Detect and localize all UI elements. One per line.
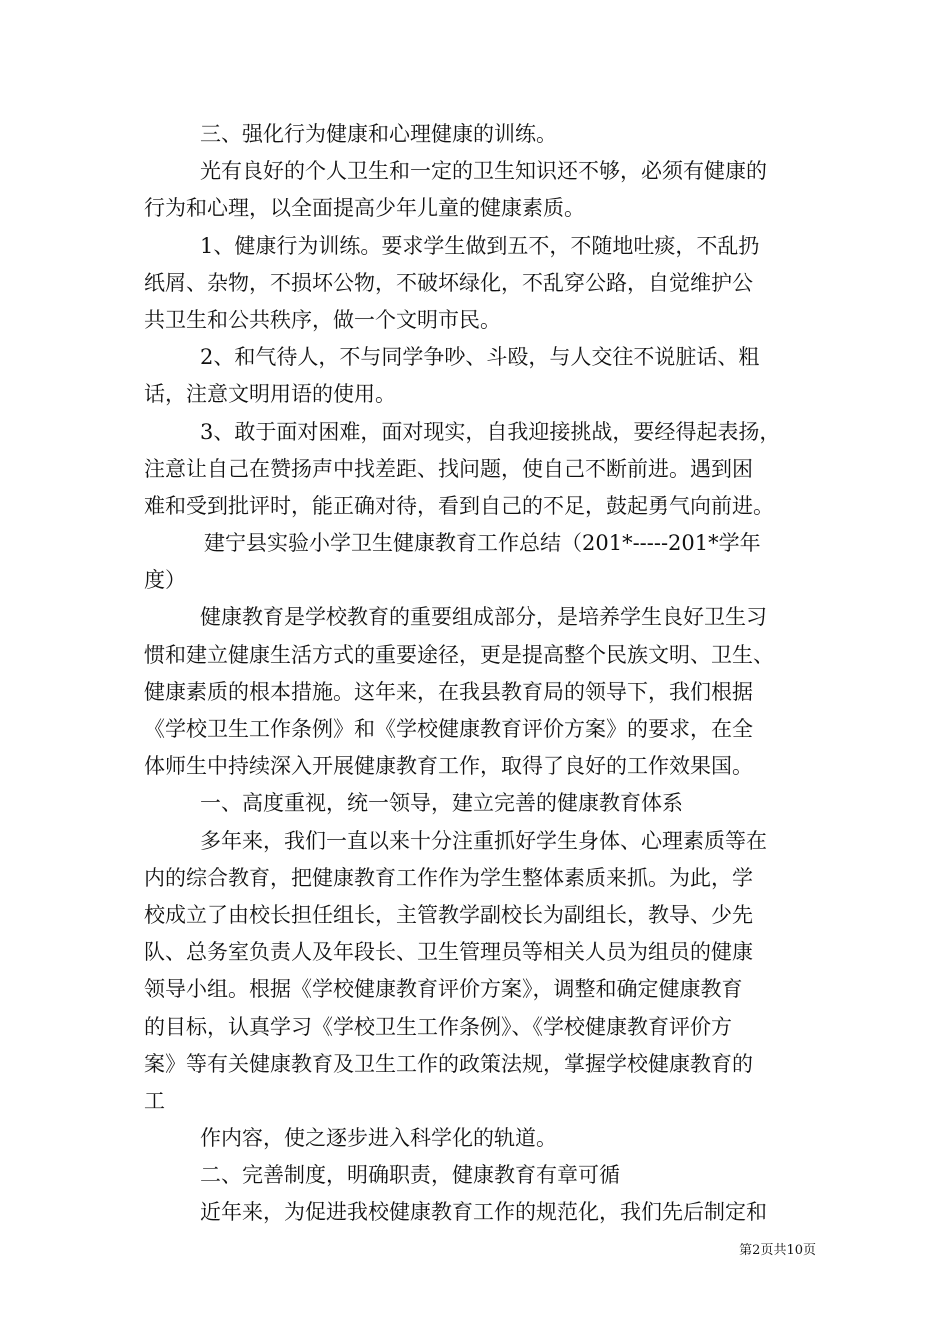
paragraph-line: 光有良好的个人卫生和一定的卫生知识还不够，必须有健康的 (200, 159, 767, 184)
paragraph-line: 领导小组。根据《学校健康教育评价方案》，调整和确定健康教育 (144, 977, 743, 1002)
paragraph-line: 健康教育是学校教育的重要组成部分，是培养学生良好卫生习 (200, 605, 767, 630)
paragraph-line: 内的综合教育，把健康教育工作作为学生整体素质来抓。为此，学 (144, 865, 753, 890)
paragraph-line: 3、敢于面对困难，面对现实，自我迎接挑战，要经得起表扬， (200, 419, 781, 444)
paragraph-line: 惯和建立健康生活方式的重要途径，更是提高整个民族文明、卫生、 (144, 642, 774, 667)
paragraph-line: 行为和心理，以全面提高少年儿童的健康素质。 (144, 196, 585, 221)
paragraph-line: 纸屑、杂物，不损坏公物，不破坏绿化，不乱穿公路，自觉维护公 (144, 270, 753, 295)
section-heading: 二、完善制度，明确职责，健康教育有章可循 (200, 1163, 620, 1188)
paragraph-line: 作内容，使之逐步进入科学化的轨道。 (200, 1126, 557, 1151)
paragraph-line: 话，注意文明用语的使用。 (144, 382, 396, 407)
section-heading: 一、高度重视，统一领导，建立完善的健康教育体系 (200, 791, 683, 816)
paragraph-line: 校成立了由校长担任组长，主管教学副校长为副组长，教导、少先 (144, 902, 753, 927)
paragraph-line: 共卫生和公共秩序，做一个文明市民。 (144, 307, 501, 332)
paragraph-line: 注意让自己在赞扬声中找差距、找问题，使自己不断前进。遇到困 (144, 456, 753, 481)
paragraph-line: 2、和气待人，不与同学争吵、斗殴，与人交往不说脏话、粗 (200, 345, 760, 370)
paragraph-line: 工 (144, 1088, 165, 1113)
document-title: 建宁县实验小学卫生健康教育工作总结（201*-----201*学年 (204, 531, 761, 556)
paragraph-line: 多年来，我们一直以来十分注重抓好学生身体、心理素质等在 (200, 828, 767, 853)
document-title: 度） (144, 568, 186, 593)
paragraph-line: 队、总务室负责人及年段长、卫生管理员等相关人员为组员的健康 (144, 940, 753, 965)
section-heading: 三、强化行为健康和心理健康的训练。 (200, 122, 557, 146)
paragraph-line: 《学校卫生工作条例》和《学校健康教育评价方案》的要求，在全 (144, 717, 753, 741)
page-number: 第2页共10页 (739, 1243, 816, 1258)
paragraph-line: 的目标，认真学习《学校卫生工作条例》、《学校健康教育评价方 (144, 1014, 732, 1039)
document-body (144, 116, 816, 1232)
paragraph-line: 近年来，为促进我校健康教育工作的规范化，我们先后制定和 (200, 1200, 767, 1225)
paragraph-line: 难和受到批评时，能正确对待，看到自己的不足，鼓起勇气向前进。 (144, 493, 774, 518)
paragraph-line: 健康素质的根本措施。这年来，在我县教育局的领导下，我们根据 (144, 679, 753, 704)
paragraph-line: 体师生中持续深入开展健康教育工作，取得了良好的工作效果国。 (144, 754, 753, 779)
paragraph-line: 案》等有关健康教育及卫生工作的政策法规，掌握学校健康教育的 (144, 1051, 753, 1076)
paragraph-line: 1、健康行为训练。要求学生做到五不，不随地吐痰，不乱扔 (200, 233, 760, 258)
